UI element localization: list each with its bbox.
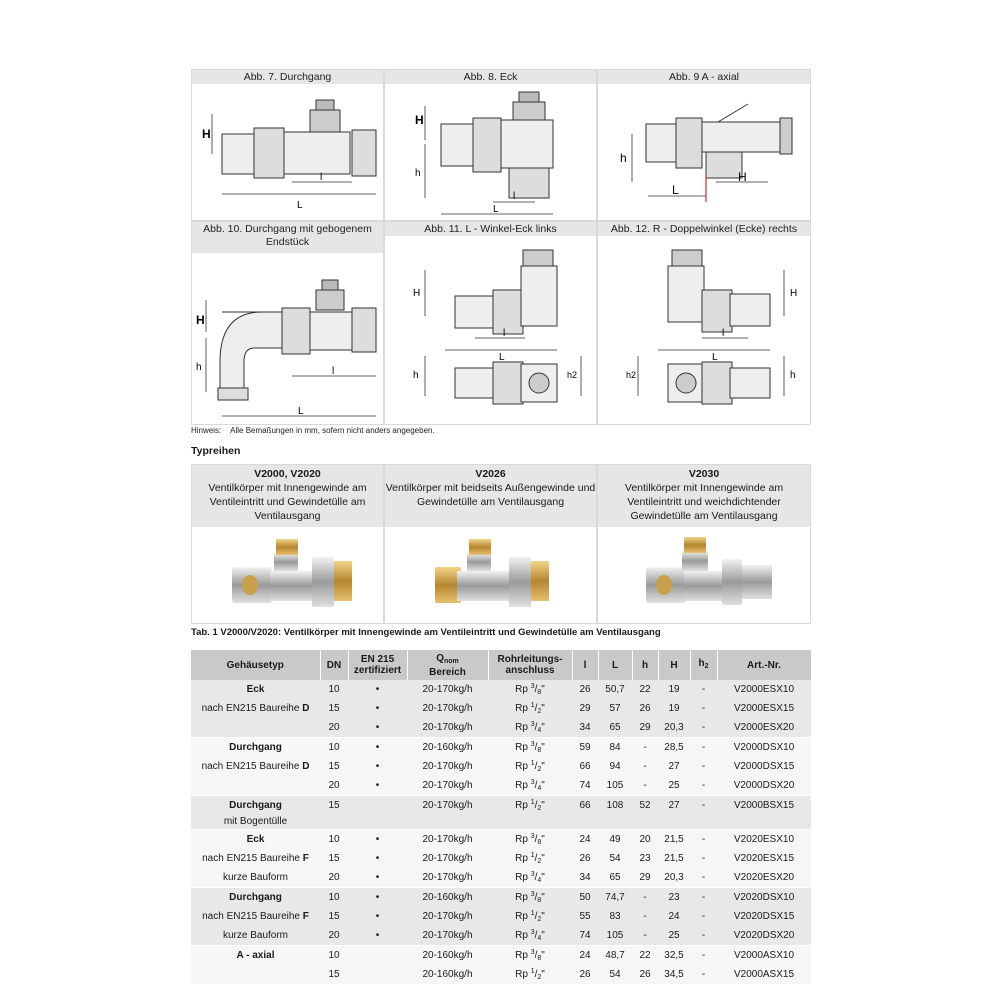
en215-value: • bbox=[348, 718, 407, 738]
en215-value: • bbox=[348, 926, 407, 946]
connection-value: Rp $^1/_2$" bbox=[488, 849, 572, 868]
col-header-type: Gehäusetyp bbox=[191, 650, 320, 680]
h-big-value: 20,3 bbox=[658, 718, 690, 738]
housing-type: Durchgang bbox=[191, 887, 320, 907]
table-row bbox=[191, 796, 811, 816]
dim-label-h2: h2 bbox=[567, 370, 578, 380]
connection-value: Rp $^1/_2$" bbox=[488, 907, 572, 926]
connection-value: Rp $^1/_2$" bbox=[488, 699, 572, 718]
table-row bbox=[191, 868, 811, 888]
en215-value: • bbox=[348, 868, 407, 888]
dn-value: 20 bbox=[320, 926, 348, 946]
durchgang-bogen-drawing bbox=[192, 252, 385, 424]
table-row bbox=[191, 965, 811, 984]
col-header-h-big: H bbox=[658, 650, 690, 680]
h-big-value: 21,5 bbox=[658, 849, 690, 868]
table-row bbox=[191, 926, 811, 946]
qnom-value: 20-170kg/h bbox=[407, 907, 488, 926]
housing-type: nach EN215 Baureihe F bbox=[191, 849, 320, 868]
h-small-value: - bbox=[632, 887, 658, 907]
table-row bbox=[191, 887, 811, 907]
l-big-value: 49 bbox=[598, 829, 632, 849]
l-big-value: 108 bbox=[598, 796, 632, 816]
l-small-value: 26 bbox=[572, 849, 598, 868]
dim-label-h: h bbox=[620, 151, 627, 165]
dimension-figures bbox=[191, 69, 811, 425]
dim-label-H: H bbox=[415, 113, 424, 127]
dim-label-L: L bbox=[493, 204, 499, 215]
article-number: V2000DSX15 bbox=[717, 757, 811, 776]
figure-eck bbox=[384, 69, 597, 221]
h-small-value: 22 bbox=[632, 945, 658, 965]
table-row bbox=[191, 815, 811, 829]
figure-caption: Abb. 11. L - Winkel-Eck links bbox=[385, 222, 596, 236]
qnom-value bbox=[407, 815, 488, 829]
l-big-value: 105 bbox=[598, 926, 632, 946]
dim-label-H: H bbox=[738, 170, 747, 184]
en215-value: • bbox=[348, 738, 407, 758]
en215-value: • bbox=[348, 829, 407, 849]
dim-label-H: H bbox=[790, 288, 798, 299]
l-big-value: 57 bbox=[598, 699, 632, 718]
dim-label-h: h bbox=[413, 370, 419, 381]
l-big-value: 65 bbox=[598, 718, 632, 738]
variant-grid bbox=[191, 464, 811, 624]
h-big-value: 28,5 bbox=[658, 738, 690, 758]
article-number: V2000ASX10 bbox=[717, 945, 811, 965]
dim-label-h2: h2 bbox=[626, 370, 637, 380]
dim-label-H: H bbox=[413, 288, 421, 299]
h-small-value: 52 bbox=[632, 796, 658, 816]
h-big-value: 32,5 bbox=[658, 945, 690, 965]
housing-type: Durchgang bbox=[191, 796, 320, 816]
connection-value: Rp $^3/_8$" bbox=[488, 738, 572, 758]
dn-value: 20 bbox=[320, 718, 348, 738]
variant-description: Ventilkörper mit Innengewinde am Ventileintritt und Gewindetülle am Ventilausgang bbox=[208, 482, 367, 522]
h-small-value: 29 bbox=[632, 718, 658, 738]
l-big-value: 48,7 bbox=[598, 945, 632, 965]
dn-value: 20 bbox=[320, 868, 348, 888]
article-number: V2000ESX15 bbox=[717, 699, 811, 718]
table-row bbox=[191, 757, 811, 776]
housing-type: A - axial bbox=[191, 945, 320, 965]
table-row bbox=[191, 849, 811, 868]
l-small-value bbox=[572, 815, 598, 829]
valve-photo bbox=[598, 527, 812, 623]
dn-value bbox=[320, 815, 348, 829]
h-small-value: - bbox=[632, 776, 658, 796]
en215-value: • bbox=[348, 907, 407, 926]
article-number: V2020DSX15 bbox=[717, 907, 811, 926]
figure-doppelwinkel-rechts bbox=[597, 221, 811, 425]
table-header-row bbox=[191, 650, 811, 680]
en215-value: • bbox=[348, 849, 407, 868]
variant-description: Ventilkörper mit Innengewinde am Ventileintritt und weichdichtender Gewindetülle am Ventilausgang bbox=[624, 482, 784, 522]
l-small-value: 24 bbox=[572, 829, 598, 849]
dim-label-L: L bbox=[499, 352, 505, 363]
dn-value: 10 bbox=[320, 738, 348, 758]
l-small-value: 24 bbox=[572, 945, 598, 965]
spec-table-body bbox=[191, 680, 811, 984]
connection-value: Rp $^1/_2$" bbox=[488, 965, 572, 984]
l-big-value: 74,7 bbox=[598, 887, 632, 907]
dn-value: 10 bbox=[320, 680, 348, 699]
h-small-value: 23 bbox=[632, 849, 658, 868]
dn-value: 10 bbox=[320, 887, 348, 907]
valve-photo bbox=[192, 527, 385, 623]
dn-value: 15 bbox=[320, 796, 348, 816]
dn-value: 10 bbox=[320, 945, 348, 965]
en215-value: • bbox=[348, 680, 407, 699]
connection-value bbox=[488, 815, 572, 829]
figure-winkel-eck-links bbox=[384, 221, 597, 425]
housing-type: nach EN215 Baureihe D bbox=[191, 757, 320, 776]
article-number: V2000ESX10 bbox=[717, 680, 811, 699]
housing-type: kurze Bauform bbox=[191, 926, 320, 946]
housing-type: mit Bogentülle bbox=[191, 815, 320, 829]
figure-durchgang-bogen bbox=[191, 221, 384, 425]
h2-value: - bbox=[690, 829, 717, 849]
variant-model: V2026 bbox=[475, 468, 506, 480]
l-small-value: 34 bbox=[572, 718, 598, 738]
qnom-value: 20-160kg/h bbox=[407, 965, 488, 984]
dn-value: 15 bbox=[320, 907, 348, 926]
note-text: Alle Bemaßungen in mm, sofern nicht anders angegeben. bbox=[230, 426, 435, 435]
l-big-value: 83 bbox=[598, 907, 632, 926]
connection-value: Rp $^3/_4$" bbox=[488, 926, 572, 946]
l-big-value: 94 bbox=[598, 757, 632, 776]
en215-value bbox=[348, 965, 407, 984]
dim-label-l: l bbox=[722, 328, 725, 339]
col-header-art: Art.-Nr. bbox=[717, 650, 811, 680]
connection-value: Rp $^1/_2$" bbox=[488, 796, 572, 816]
en215-value bbox=[348, 815, 407, 829]
qnom-value: 20-160kg/h bbox=[407, 945, 488, 965]
h-big-value: 20,3 bbox=[658, 868, 690, 888]
h-small-value: 22 bbox=[632, 680, 658, 699]
col-header-h-small: h bbox=[632, 650, 658, 680]
dim-label-l: l bbox=[503, 328, 506, 339]
dim-label-L: L bbox=[298, 406, 304, 417]
housing-type: nach EN215 Baureihe F bbox=[191, 907, 320, 926]
l-small-value: 50 bbox=[572, 887, 598, 907]
figure-durchgang bbox=[191, 69, 384, 221]
h2-value: - bbox=[690, 849, 717, 868]
h2-value: - bbox=[690, 738, 717, 758]
h-small-value: 26 bbox=[632, 699, 658, 718]
h-big-value: 25 bbox=[658, 776, 690, 796]
connection-value: Rp $^3/_4$" bbox=[488, 776, 572, 796]
article-number: V2000BSX15 bbox=[717, 796, 811, 816]
l-small-value: 34 bbox=[572, 868, 598, 888]
table-row bbox=[191, 738, 811, 758]
dim-label-L: L bbox=[672, 183, 679, 197]
qnom-value: 20-170kg/h bbox=[407, 757, 488, 776]
col-header-l-small: l bbox=[572, 650, 598, 680]
dim-label-L: L bbox=[297, 200, 303, 211]
qnom-value: 20-170kg/h bbox=[407, 680, 488, 699]
h2-value: - bbox=[690, 887, 717, 907]
h2-value: - bbox=[690, 776, 717, 796]
l-big-value bbox=[598, 815, 632, 829]
table-row bbox=[191, 680, 811, 699]
article-number: V2000DSX10 bbox=[717, 738, 811, 758]
dimension-note bbox=[191, 426, 435, 435]
winkel-eck-links-drawing bbox=[385, 236, 598, 424]
dim-label-H: H bbox=[196, 313, 205, 327]
dn-value: 10 bbox=[320, 829, 348, 849]
dim-label-L: L bbox=[712, 352, 718, 363]
col-header-dn: DN bbox=[320, 650, 348, 680]
en215-value bbox=[348, 796, 407, 816]
h2-value: - bbox=[690, 907, 717, 926]
variant-model: V2030 bbox=[688, 468, 720, 480]
l-small-value: 26 bbox=[572, 965, 598, 984]
en215-value: • bbox=[348, 776, 407, 796]
l-small-value: 66 bbox=[572, 757, 598, 776]
table-row bbox=[191, 907, 811, 926]
doppelwinkel-rechts-drawing bbox=[598, 236, 812, 424]
h-big-value: 24 bbox=[658, 907, 690, 926]
h-big-value: 19 bbox=[658, 680, 690, 699]
qnom-value: 20-170kg/h bbox=[407, 829, 488, 849]
article-number: V2000ESX20 bbox=[717, 718, 811, 738]
housing-type: Eck bbox=[191, 829, 320, 849]
l-big-value: 65 bbox=[598, 868, 632, 888]
h-small-value: 20 bbox=[632, 829, 658, 849]
figure-caption: Abb. 9 A - axial bbox=[598, 70, 810, 84]
h-big-value: 27 bbox=[658, 757, 690, 776]
h2-value: - bbox=[690, 680, 717, 699]
valve-photo bbox=[385, 527, 598, 623]
l-big-value: 105 bbox=[598, 776, 632, 796]
h2-value: - bbox=[690, 757, 717, 776]
variant-v2026 bbox=[384, 464, 597, 624]
table-row bbox=[191, 829, 811, 849]
h2-value bbox=[690, 815, 717, 829]
axial-drawing bbox=[598, 84, 812, 220]
l-big-value: 54 bbox=[598, 965, 632, 984]
h-big-value: 19 bbox=[658, 699, 690, 718]
article-number: V2020ESX20 bbox=[717, 868, 811, 888]
table-row bbox=[191, 776, 811, 796]
spec-table bbox=[191, 650, 812, 984]
connection-value: Rp $^3/_4$" bbox=[488, 718, 572, 738]
dn-value: 15 bbox=[320, 757, 348, 776]
h-big-value bbox=[658, 815, 690, 829]
qnom-value: 20-160kg/h bbox=[407, 738, 488, 758]
h2-value: - bbox=[690, 926, 717, 946]
variant-header bbox=[598, 465, 810, 527]
qnom-value: 20-170kg/h bbox=[407, 776, 488, 796]
variant-description: Ventilkörper mit beidseits Außengewinde und Gewindetülle am Ventilausgang bbox=[385, 482, 596, 508]
h-small-value bbox=[632, 815, 658, 829]
h2-value: - bbox=[690, 965, 717, 984]
durchgang-drawing bbox=[192, 84, 385, 220]
article-number: V2020DSX10 bbox=[717, 887, 811, 907]
h-big-value: 34,5 bbox=[658, 965, 690, 984]
qnom-value: 20-160kg/h bbox=[407, 887, 488, 907]
dim-label-l: l bbox=[320, 172, 323, 183]
housing-type: Eck bbox=[191, 680, 320, 699]
dim-label-H: H bbox=[202, 127, 211, 141]
l-small-value: 74 bbox=[572, 926, 598, 946]
en215-value: • bbox=[348, 887, 407, 907]
en215-value bbox=[348, 945, 407, 965]
article-number: V2020ESX15 bbox=[717, 849, 811, 868]
variant-header bbox=[192, 465, 383, 527]
l-big-value: 54 bbox=[598, 849, 632, 868]
connection-value: Rp $^3/_8$" bbox=[488, 680, 572, 699]
article-number: V2020DSX20 bbox=[717, 926, 811, 946]
h-small-value: - bbox=[632, 738, 658, 758]
dn-value: 20 bbox=[320, 776, 348, 796]
l-big-value: 50,7 bbox=[598, 680, 632, 699]
variant-v2030 bbox=[597, 464, 811, 624]
h-small-value: - bbox=[632, 907, 658, 926]
table-row bbox=[191, 699, 811, 718]
figure-caption: Abb. 10. Durchgang mit gebogenem Endstück bbox=[192, 222, 383, 253]
article-number: V2000DSX20 bbox=[717, 776, 811, 796]
qnom-value: 20-170kg/h bbox=[407, 699, 488, 718]
article-number: V2020ESX10 bbox=[717, 829, 811, 849]
qnom-value: 20-170kg/h bbox=[407, 926, 488, 946]
housing-type: nach EN215 Baureihe D bbox=[191, 699, 320, 718]
h-big-value: 21,5 bbox=[658, 829, 690, 849]
housing-type: Durchgang bbox=[191, 738, 320, 758]
figure-axial bbox=[597, 69, 811, 221]
dn-value: 15 bbox=[320, 965, 348, 984]
housing-type bbox=[191, 718, 320, 738]
h-big-value: 23 bbox=[658, 887, 690, 907]
en215-value: • bbox=[348, 699, 407, 718]
col-header-qnom: $Q_{nom}$ Bereich bbox=[407, 650, 488, 680]
l-small-value: 59 bbox=[572, 738, 598, 758]
section-title: Typreihen bbox=[191, 445, 241, 457]
connection-value: Rp $^3/_4$" bbox=[488, 868, 572, 888]
connection-value: Rp $^1/_2$" bbox=[488, 757, 572, 776]
dn-value: 15 bbox=[320, 699, 348, 718]
qnom-value: 20-170kg/h bbox=[407, 718, 488, 738]
l-small-value: 26 bbox=[572, 680, 598, 699]
connection-value: Rp $^3/_8$" bbox=[488, 829, 572, 849]
housing-type: kurze Bauform bbox=[191, 868, 320, 888]
h2-value: - bbox=[690, 699, 717, 718]
housing-type bbox=[191, 776, 320, 796]
col-header-h2: $h_2$ bbox=[690, 650, 717, 680]
h-small-value: - bbox=[632, 926, 658, 946]
dim-label-h: h bbox=[790, 370, 796, 381]
variant-model: V2000, V2020 bbox=[254, 468, 321, 480]
figure-caption: Abb. 8. Eck bbox=[385, 70, 596, 84]
h-small-value: 29 bbox=[632, 868, 658, 888]
h2-value: - bbox=[690, 868, 717, 888]
connection-value: Rp $^3/_8$" bbox=[488, 887, 572, 907]
h-small-value: - bbox=[632, 757, 658, 776]
h-small-value: 26 bbox=[632, 965, 658, 984]
h2-value: - bbox=[690, 718, 717, 738]
l-big-value: 84 bbox=[598, 738, 632, 758]
dim-label-h: h bbox=[196, 362, 202, 373]
l-small-value: 66 bbox=[572, 796, 598, 816]
housing-type bbox=[191, 965, 320, 984]
dim-label-l: l bbox=[513, 191, 516, 202]
note-label: Hinweis: bbox=[191, 426, 222, 435]
eck-drawing bbox=[385, 84, 598, 220]
h2-value: - bbox=[690, 945, 717, 965]
figure-caption: Abb. 7. Durchgang bbox=[192, 70, 383, 84]
l-small-value: 29 bbox=[572, 699, 598, 718]
col-header-l-big: L bbox=[598, 650, 632, 680]
h-big-value: 27 bbox=[658, 796, 690, 816]
article-number bbox=[717, 815, 811, 829]
col-header-en215: EN 215 zertifiziert bbox=[348, 650, 407, 680]
l-small-value: 74 bbox=[572, 776, 598, 796]
dn-value: 15 bbox=[320, 849, 348, 868]
dim-label-h: h bbox=[415, 168, 421, 179]
variant-v2000 bbox=[191, 464, 384, 624]
article-number: V2000ASX15 bbox=[717, 965, 811, 984]
l-small-value: 55 bbox=[572, 907, 598, 926]
col-header-connection: Rohrleitungs- anschluss bbox=[488, 650, 572, 680]
dim-label-l: l bbox=[332, 366, 335, 377]
variant-header bbox=[385, 465, 596, 527]
h-big-value: 25 bbox=[658, 926, 690, 946]
table-row bbox=[191, 945, 811, 965]
en215-value: • bbox=[348, 757, 407, 776]
qnom-value: 20-170kg/h bbox=[407, 849, 488, 868]
h2-value: - bbox=[690, 796, 717, 816]
table-row bbox=[191, 718, 811, 738]
figure-caption: Abb. 12. R - Doppelwinkel (Ecke) rechts bbox=[598, 222, 810, 236]
qnom-value: 20-170kg/h bbox=[407, 868, 488, 888]
connection-value: Rp $^3/_8$" bbox=[488, 945, 572, 965]
qnom-value: 20-170kg/h bbox=[407, 796, 488, 816]
table-title: Tab. 1 V2000/V2020: Ventilkörper mit Innengewinde am Ventileintritt und Gewindetülle am Ventilausgang bbox=[191, 627, 661, 638]
